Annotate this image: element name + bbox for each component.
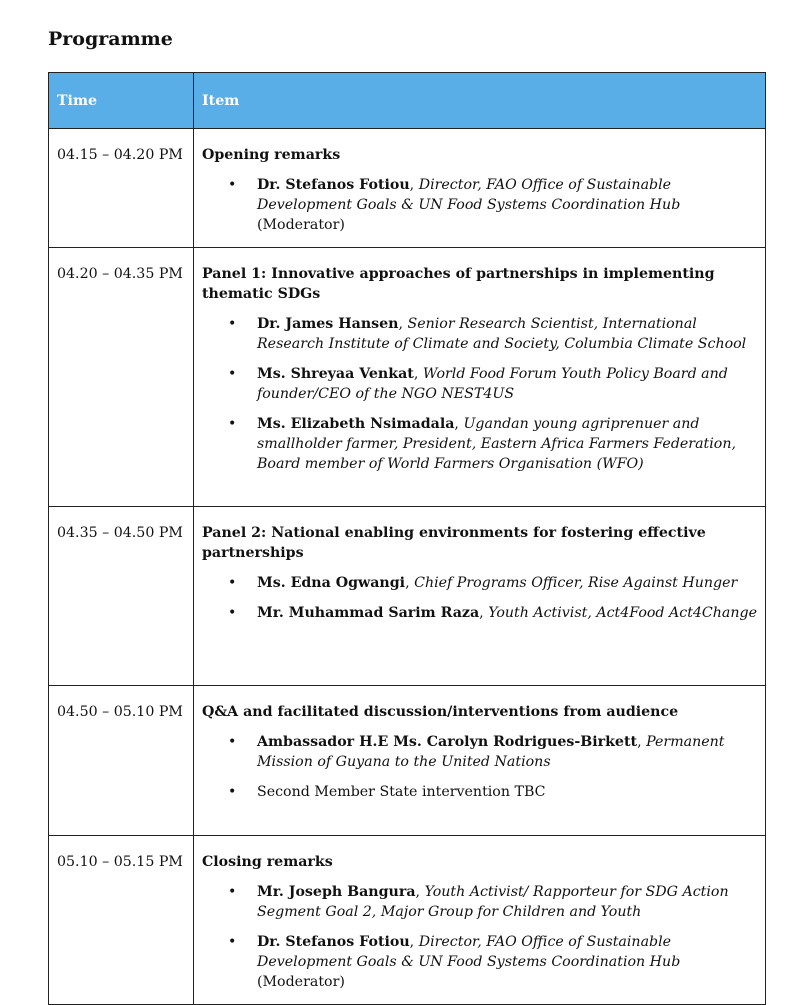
speaker-description: World Food Forum Youth Policy Board and founder/CEO of the NGO NEST4US	[257, 366, 728, 402]
speaker-name: Ms. Edna Ogwangi	[257, 575, 406, 591]
speaker-list	[202, 314, 757, 474]
speaker-description: Senior Research Scientist, International Research Institute of Climate and Society, Columbia Climate School	[257, 316, 747, 352]
list-item	[202, 932, 757, 992]
speaker-name: Dr. James Hansen	[257, 316, 399, 332]
speaker-description: Permanent Mission of Guyana to the United Nations	[257, 734, 725, 770]
speaker-list	[202, 732, 757, 802]
separator: ,	[409, 177, 419, 193]
separator: ,	[409, 934, 419, 950]
table-row	[49, 248, 766, 507]
session-title: Opening remarks	[202, 147, 341, 163]
speaker-name: Ambassador H.E Ms. Carolyn Rodrigues-Birkett	[257, 734, 638, 750]
speaker-name: Dr. Stefanos Fotiou	[257, 934, 410, 950]
table-row	[49, 836, 766, 1005]
separator: ,	[637, 734, 647, 750]
list-item	[202, 364, 757, 404]
speaker-description: Youth Activist, Act4Food Act4Change	[488, 605, 757, 621]
bullet-icon: •	[228, 366, 237, 382]
list-item	[202, 782, 757, 802]
bullet-icon: •	[228, 575, 237, 591]
list-item	[202, 732, 757, 772]
separator: ,	[454, 416, 464, 432]
table-row	[49, 686, 766, 836]
speaker-description: Chief Programs Officer, Rise Against Hunger	[414, 575, 738, 591]
speaker-description: Director, FAO Office of Sustainable Development Goals & UN Food Systems Coordination Hub	[257, 934, 681, 970]
separator: ,	[405, 575, 415, 591]
programme-table	[48, 72, 766, 1005]
table-row	[49, 129, 766, 248]
session-title: Q&A and facilitated discussion/interventions from audience	[202, 704, 679, 720]
list-item	[202, 603, 757, 623]
speaker-description: Youth Activist/ Rapporteur for SDG Action Segment Goal 2, Major Group for Children and Youth	[257, 884, 729, 920]
time-cell: 04.20 – 04.35 PM	[49, 248, 194, 507]
speaker-name: Ms. Shreyaa Venkat	[257, 366, 414, 382]
speaker-list	[202, 175, 757, 235]
list-item	[202, 573, 757, 593]
session-title: Panel 1: Innovative approaches of partnerships in implementing thematic SDGs	[202, 266, 715, 302]
speaker-role: (Moderator)	[257, 974, 345, 990]
speaker-description: Director, FAO Office of Sustainable Development Goals & UN Food Systems Coordination Hub	[257, 177, 681, 213]
speaker-plain-text: Second Member State intervention TBC	[257, 784, 546, 800]
item-cell	[194, 248, 766, 507]
session-title: Closing remarks	[202, 854, 333, 870]
separator: ,	[415, 884, 425, 900]
table-header-row	[49, 73, 766, 129]
separator: ,	[413, 366, 423, 382]
separator: ,	[479, 605, 489, 621]
bullet-icon: •	[228, 605, 237, 621]
table-row	[49, 507, 766, 686]
speaker-role: (Moderator)	[257, 217, 345, 233]
speaker-list	[202, 573, 757, 623]
list-item	[202, 882, 757, 922]
session-title: Panel 2: National enabling environments for fostering effective partnerships	[202, 525, 706, 561]
time-cell: 04.50 – 05.10 PM	[49, 686, 194, 836]
time-cell: 05.10 – 05.15 PM	[49, 836, 194, 1005]
item-cell	[194, 129, 766, 248]
bullet-icon: •	[228, 734, 237, 750]
item-cell	[194, 836, 766, 1005]
bullet-icon: •	[228, 934, 237, 950]
speaker-name: Dr. Stefanos Fotiou	[257, 177, 410, 193]
column-header-item: Item	[194, 73, 766, 129]
list-item	[202, 314, 757, 354]
speaker-name: Ms. Elizabeth Nsimadala	[257, 416, 455, 432]
speaker-name: Mr. Muhammad Sarim Raza	[257, 605, 480, 621]
time-cell: 04.15 – 04.20 PM	[49, 129, 194, 248]
item-cell	[194, 507, 766, 686]
list-item	[202, 175, 757, 235]
list-item	[202, 414, 757, 474]
page-title: Programme	[48, 28, 173, 50]
speaker-name: Mr. Joseph Bangura	[257, 884, 416, 900]
bullet-icon: •	[228, 884, 237, 900]
bullet-icon: •	[228, 416, 237, 432]
column-header-time: Time	[49, 73, 194, 129]
speaker-list	[202, 882, 757, 992]
bullet-icon: •	[228, 784, 237, 800]
bullet-icon: •	[228, 316, 237, 332]
separator: ,	[398, 316, 408, 332]
bullet-icon: •	[228, 177, 237, 193]
time-cell: 04.35 – 04.50 PM	[49, 507, 194, 686]
item-cell	[194, 686, 766, 836]
speaker-description: Ugandan young agriprenuer and smallholder farmer, President, Eastern Africa Farmers Federation, Board member of World Farmers Organisation (WFO)	[257, 416, 736, 472]
